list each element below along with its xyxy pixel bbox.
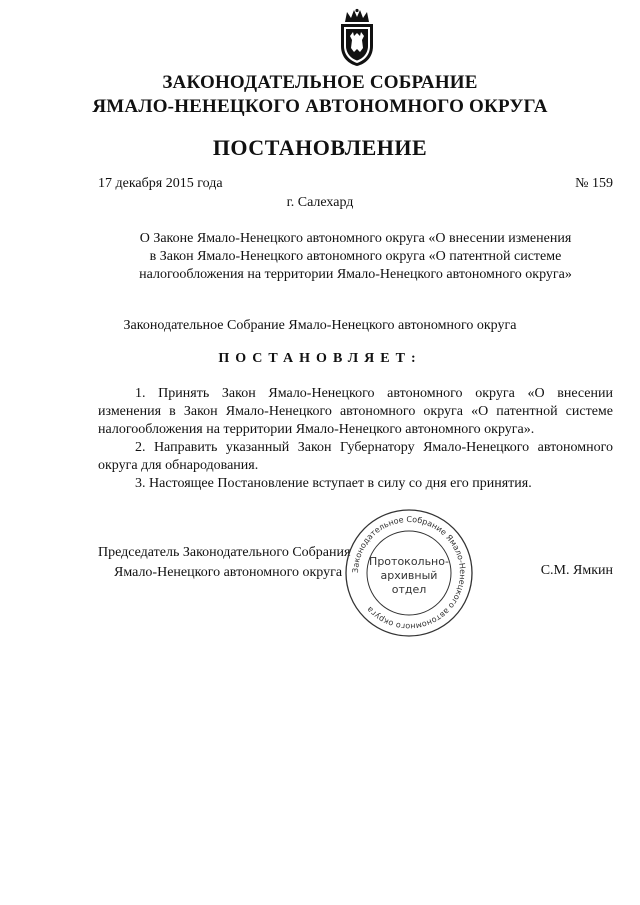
document-subject <box>98 230 613 284</box>
clause-item: 2. Направить указанный Закон Губернатору Ямало-Ненецкого автономного округа для обнародования. <box>98 440 613 473</box>
coat-of-arms-icon <box>335 8 379 68</box>
document-city: г. Салехард <box>286 195 354 210</box>
stamp-line: Протокольно- <box>369 555 449 568</box>
preamble: Законодательное Собрание Ямало-Ненецкого автономного округа <box>123 318 517 333</box>
subject-line: О Законе Ямало-Ненецкого автономного округа «О внесении изменения <box>139 231 572 246</box>
document-date: 17 декабря 2015 года <box>98 176 223 191</box>
clauses-list <box>98 385 613 493</box>
clause-item: 3. Настоящее Постановление вступает в силу со дня его принятия. <box>135 476 532 491</box>
signatory-position-line2: Ямало-Ненецкого автономного округа <box>114 565 343 580</box>
signatory-position-line1: Председатель Законодательного Собрания <box>98 545 351 560</box>
document-number: № 159 <box>575 176 613 191</box>
stamp-line: отдел <box>391 583 427 596</box>
organization-name-line2: ЯМАЛО-НЕНЕЦКОГО АВТОНОМНОГО ОКРУГА <box>92 96 548 117</box>
subject-line: в Закон Ямало-Ненецкого автономного округа «О патентной системе <box>149 249 562 264</box>
signatory-position <box>98 543 350 583</box>
decree-word: ПОСТАНОВЛЯЕТ: <box>218 351 422 366</box>
clause-item: 1. Принять Закон Ямало-Ненецкого автономного округа «О внесении изменения в Закон Ямало-Ненецкого автономного округа «О патентной системе налогообложения на территории Ямало-Ненецкого автономного округа». <box>98 386 613 437</box>
subject-line: налогообложения на территории Ямало-Ненецкого автономного округа» <box>139 267 572 282</box>
organization-name-line1: ЗАКОНОДАТЕЛЬНОЕ СОБРАНИЕ <box>162 72 478 93</box>
document-type-title: ПОСТАНОВЛЕНИЕ <box>212 135 428 160</box>
signatory-name: С.М. Ямкин <box>540 563 613 578</box>
stamp-ring-text: Законодательное Собрание Ямало-Ненецкого автономного округа <box>350 514 468 632</box>
stamp-line: архивный <box>380 569 438 582</box>
archive-stamp <box>343 507 475 639</box>
